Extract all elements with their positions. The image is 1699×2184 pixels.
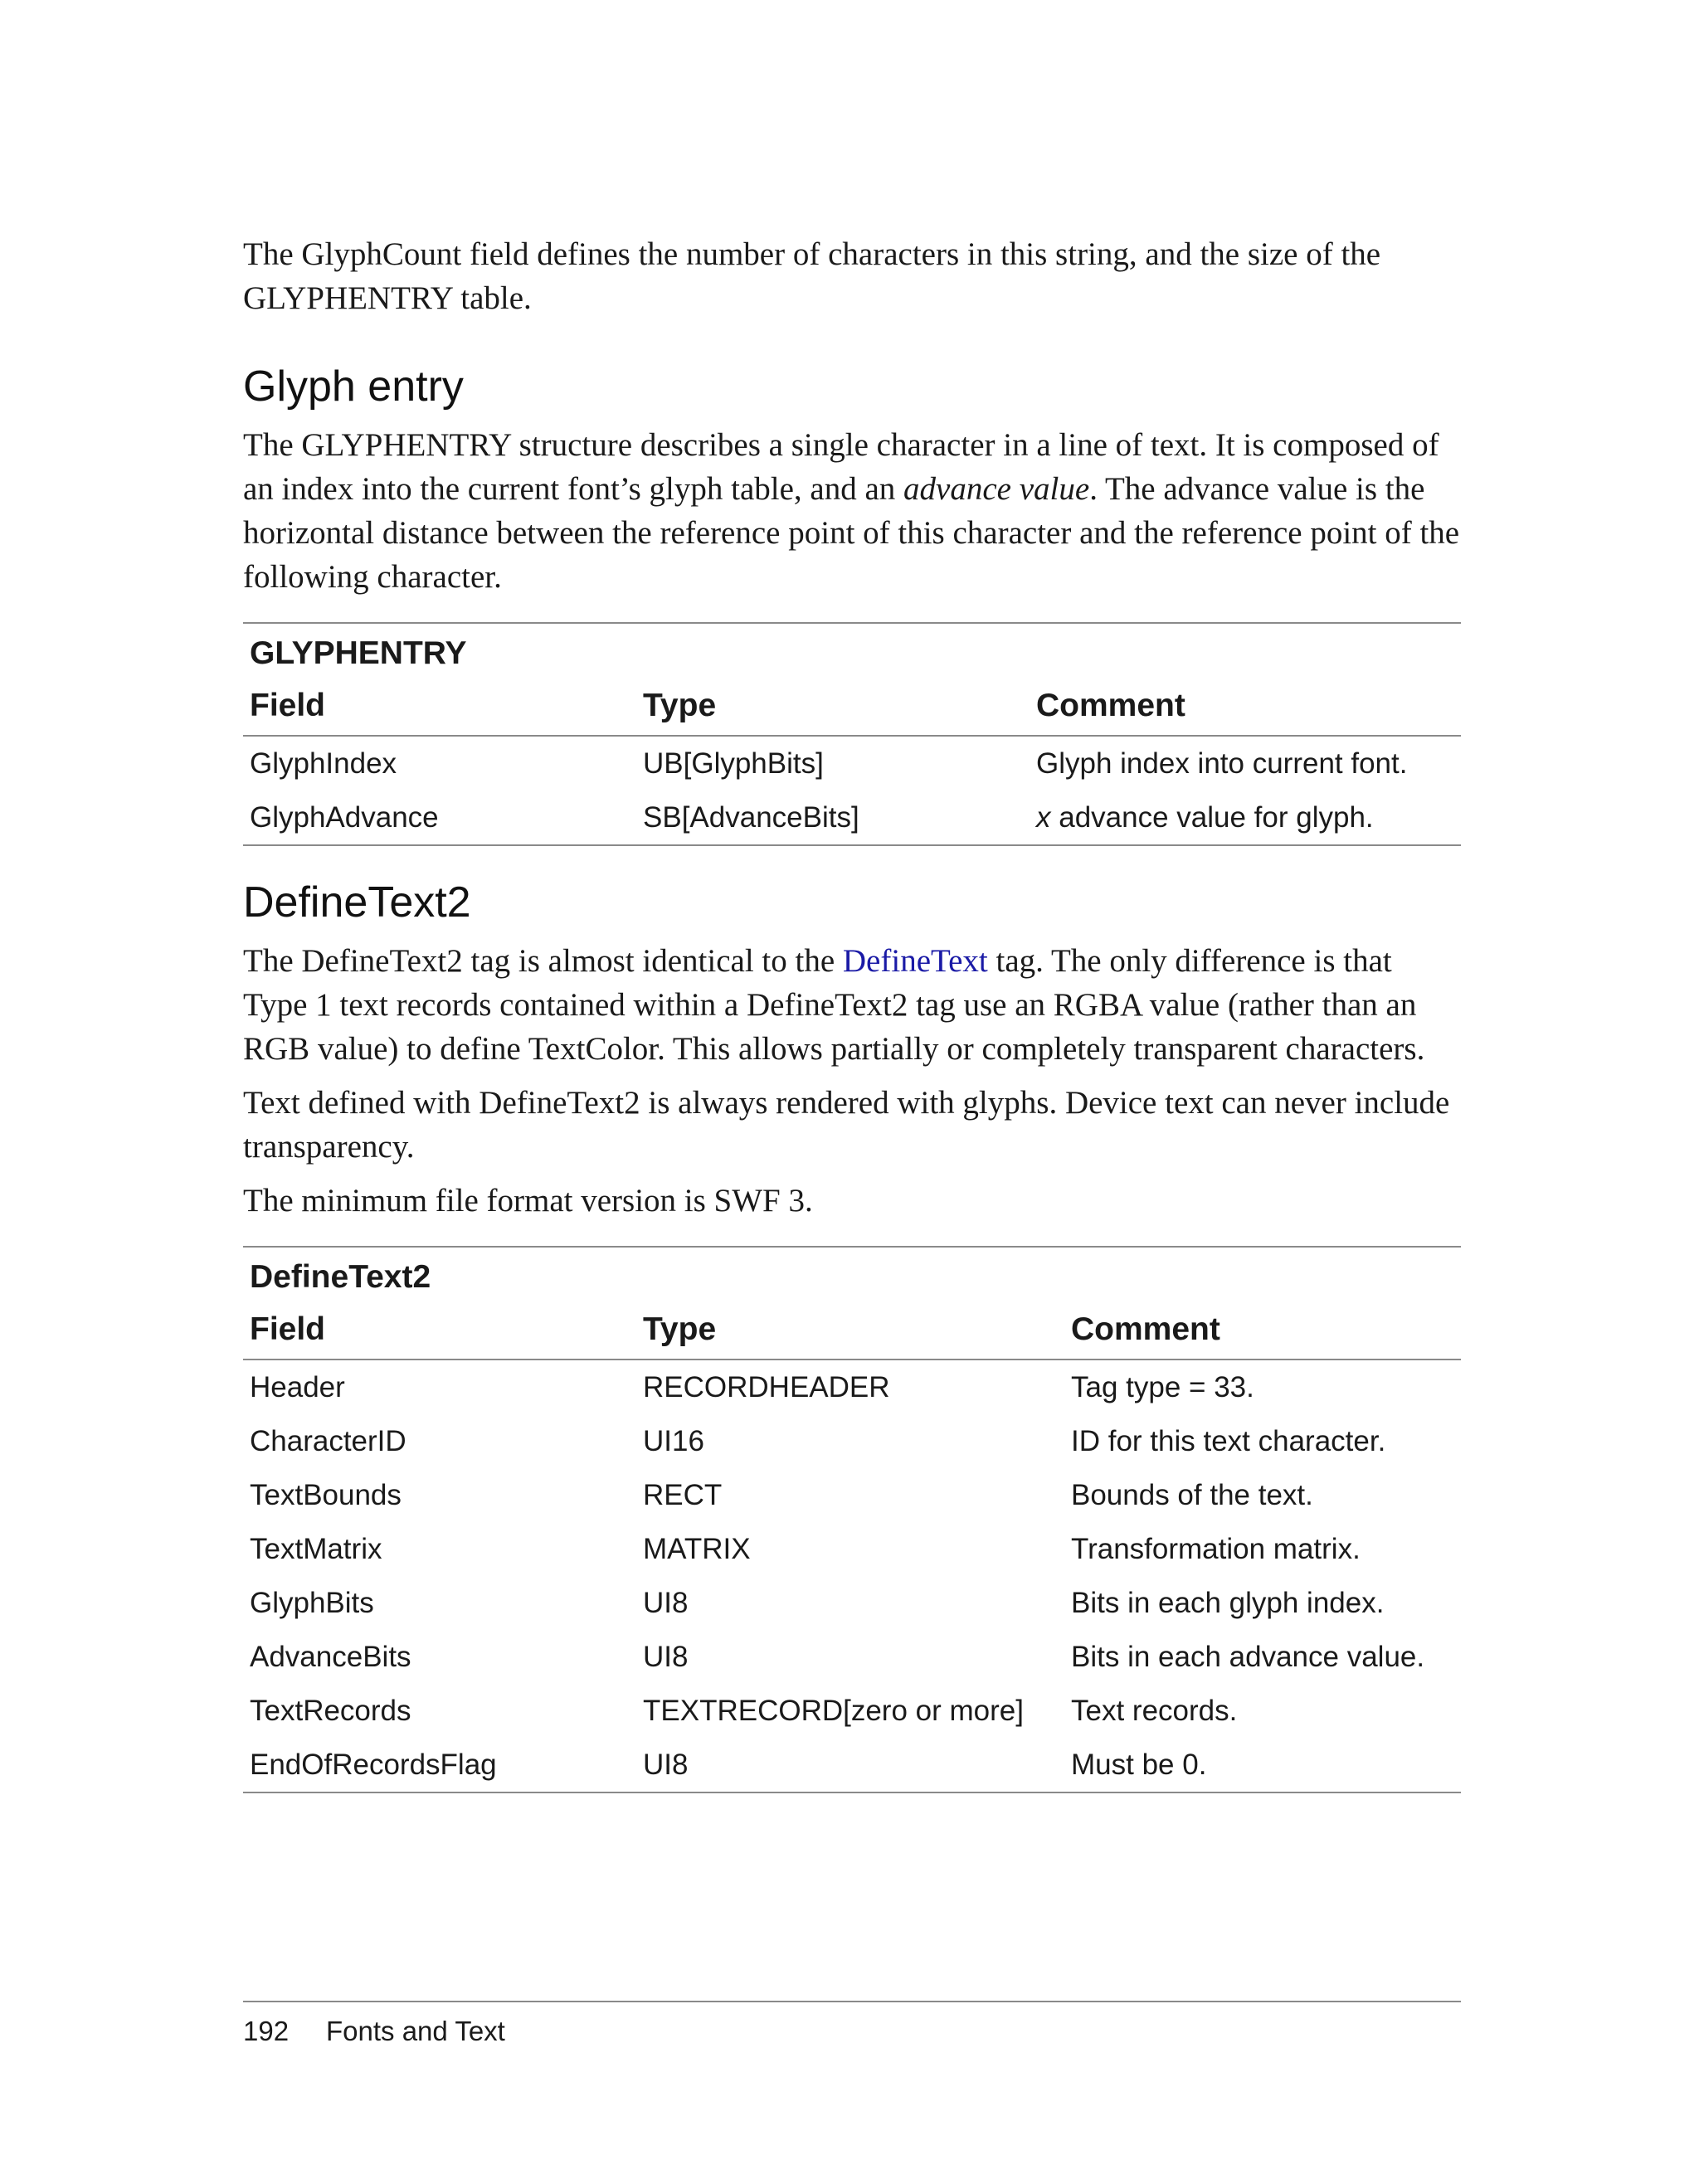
cell-comment: Tag type = 33. — [1071, 1371, 1254, 1403]
cell-type: UI8 — [643, 1749, 689, 1781]
page-footer — [243, 2001, 1461, 2047]
cell-comment: Transformation matrix. — [1071, 1533, 1361, 1565]
footer-section-title: Fonts and Text — [326, 2016, 505, 2046]
table-row — [243, 1738, 1461, 1792]
definetext2-paragraph-3: The minimum file format version is SWF 3. — [243, 1183, 813, 1218]
cell-field: TextBounds — [250, 1479, 402, 1511]
definetext2-table-grid — [243, 1301, 1461, 1792]
cell-comment: Bits in each glyph index. — [1071, 1587, 1385, 1619]
table-header-row — [243, 1301, 1461, 1360]
cell-type: MATRIX — [643, 1533, 751, 1565]
cell-field: EndOfRecordsFlag — [250, 1749, 497, 1781]
cell-type: SB[AdvanceBits] — [643, 801, 859, 834]
cell-field: AdvanceBits — [250, 1641, 411, 1673]
glyph-entry-text-2: . The advance value is the horizontal distance between the reference point of this character and the reference point of the following character. — [243, 471, 1460, 595]
cell-type: UB[GlyphBits] — [643, 747, 824, 780]
table-row — [243, 1684, 1461, 1738]
cell-field: GlyphIndex — [250, 747, 397, 780]
x-variable: x — [1036, 801, 1051, 834]
column-header-comment: Comment — [1030, 677, 1461, 736]
table-row — [243, 736, 1461, 790]
glyph-entry-paragraph — [243, 423, 1461, 599]
advance-value-term: advance value — [903, 471, 1090, 507]
table-row — [243, 1630, 1461, 1684]
cell-type: UI8 — [643, 1587, 689, 1619]
cell-type: RECT — [643, 1479, 723, 1511]
definetext2-table — [243, 1246, 1461, 1793]
table-row — [243, 1414, 1461, 1468]
cell-field: GlyphBits — [250, 1587, 374, 1619]
cell-comment: x advance value for glyph. — [1036, 801, 1374, 834]
table-row — [243, 1522, 1461, 1576]
page-content — [243, 232, 1461, 1793]
column-header-field: Field — [243, 677, 636, 736]
column-header-comment: Comment — [1064, 1301, 1461, 1360]
cell-type: UI8 — [643, 1641, 689, 1673]
cell-field: CharacterID — [250, 1425, 406, 1457]
definetext2-table-title: DefineText2 — [250, 1259, 431, 1295]
cell-type: RECORDHEADER — [643, 1371, 890, 1403]
glyph-entry-heading: Glyph entry — [243, 362, 464, 411]
intro-paragraph: The GlyphCount field defines the number of characters in this string, and the size of the GLYPHENTRY table. — [243, 236, 1381, 316]
cell-comment: Bits in each advance value. — [1071, 1641, 1425, 1673]
definetext2-paragraph-1: The DefineText2 tag is almost identical to the DefineText tag. The only difference is that Type 1 text records contained within a DefineText2 tag use an RGBA value (rather than an RGB value) to define TextColor. This allows partially or completely transparent characters. — [243, 943, 1425, 1067]
cell-comment: ID for this text character. — [1071, 1425, 1386, 1457]
glyphentry-table-title: GLYPHENTRY — [250, 635, 467, 671]
cell-field: TextMatrix — [250, 1533, 382, 1565]
table-header-row — [243, 677, 1461, 736]
cell-comment: Text records. — [1071, 1695, 1238, 1727]
cell-type: TEXTRECORD[zero or more] — [643, 1695, 1024, 1727]
cell-comment: Must be 0. — [1071, 1749, 1207, 1781]
cell-comment: Bounds of the text. — [1071, 1479, 1313, 1511]
table-row — [243, 1576, 1461, 1630]
table-row — [243, 1360, 1461, 1414]
cell-comment: Glyph index into current font. — [1036, 747, 1408, 780]
table-row — [243, 790, 1461, 844]
table-row — [243, 1468, 1461, 1522]
page-number: 192 — [243, 2016, 290, 2046]
definetext-link[interactable]: DefineText — [842, 943, 988, 979]
column-header-type: Type — [636, 677, 1030, 736]
column-header-field: Field — [243, 1301, 636, 1360]
glyph-entry-text-1: The GLYPHENTRY structure describes a single character in a line of text. It is composed of an index into the current font’s glyph table, and an — [243, 427, 1439, 507]
definetext2-paragraph-2: Text defined with DefineText2 is always rendered with glyphs. Device text can never include transparency. — [243, 1085, 1450, 1165]
column-header-type: Type — [636, 1301, 1064, 1360]
cell-field: TextRecords — [250, 1695, 411, 1727]
definetext2-heading: DefineText2 — [243, 878, 471, 927]
glyphentry-table-grid — [243, 677, 1461, 844]
cell-field: Header — [250, 1371, 345, 1403]
glyphentry-table — [243, 622, 1461, 846]
cell-type: UI16 — [643, 1425, 704, 1457]
cell-field: GlyphAdvance — [250, 801, 439, 834]
